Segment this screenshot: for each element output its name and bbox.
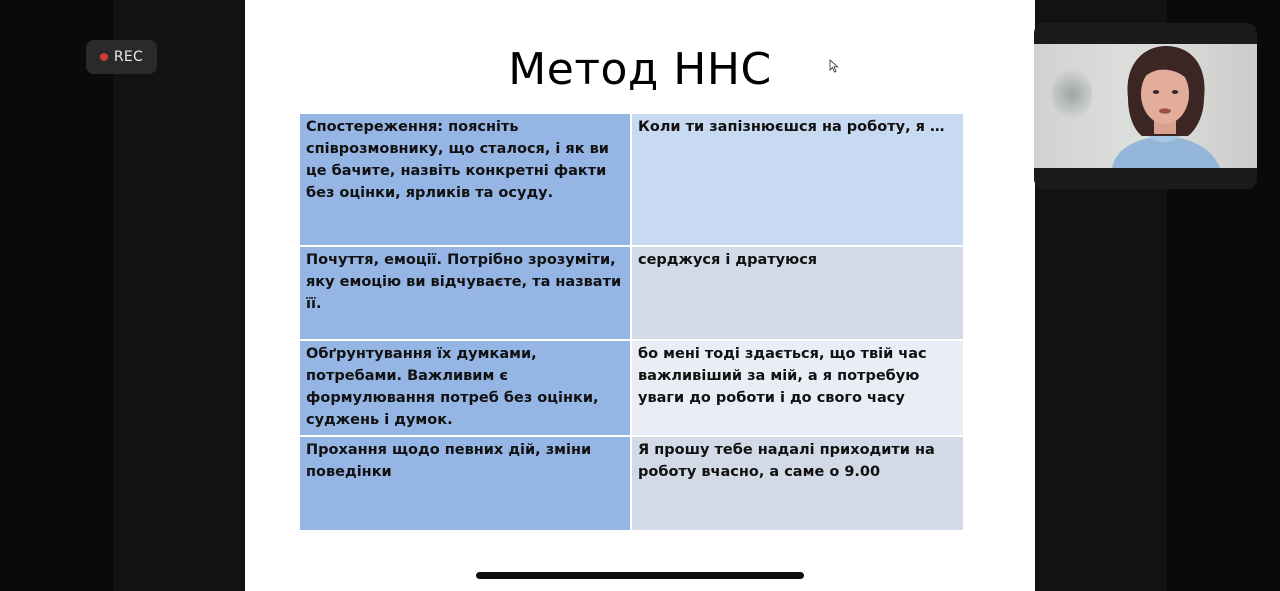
participant-video-tile[interactable] — [1034, 23, 1257, 189]
table-row — [299, 436, 964, 531]
home-indicator-bar[interactable] — [476, 572, 804, 579]
example-cell: Я прошу тебе надалі приходити на роботу вчасно, а саме о 9.00 — [631, 436, 964, 531]
table-row — [299, 340, 964, 436]
slide-title: Метод ННС — [508, 44, 772, 95]
participant-video-feed — [1034, 44, 1257, 168]
example-cell: бо мені тоді здається, що твій час важливіший за мій, а я потребую уваги до роботи і до свого часу — [631, 340, 964, 436]
participant-avatar — [1092, 44, 1242, 168]
table-row — [299, 246, 964, 340]
background-shadow — [1052, 64, 1092, 124]
recording-badge[interactable] — [86, 40, 157, 74]
example-cell: серджуся і дратуюся — [631, 246, 964, 340]
step-cell: Обґрунтування їх думками, потребами. Важливим є формулювання потреб без оцінки, суджень і думок. — [299, 340, 631, 436]
table-row — [299, 113, 964, 246]
left-margin — [0, 0, 113, 591]
recording-label: REC — [113, 49, 144, 65]
recording-dot-icon — [100, 53, 108, 61]
step-cell: Почуття, емоції. Потрібно зрозуміти, яку емоцію ви відчуваєте, та назвати її. — [299, 246, 631, 340]
shared-slide — [245, 0, 1035, 591]
step-cell: Прохання щодо певних дій, зміни поведінки — [299, 436, 631, 531]
example-cell: Коли ти запізнюєшся на роботу, я … — [631, 113, 964, 246]
nhs-method-table — [298, 112, 965, 532]
step-cell: Спостереження: поясніть співрозмовнику, що сталося, і як ви це бачите, назвіть конкретні факти без оцінки, ярликів та осуду. — [299, 113, 631, 246]
mouse-pointer-icon — [829, 59, 839, 73]
left-pillarbox — [113, 0, 245, 591]
